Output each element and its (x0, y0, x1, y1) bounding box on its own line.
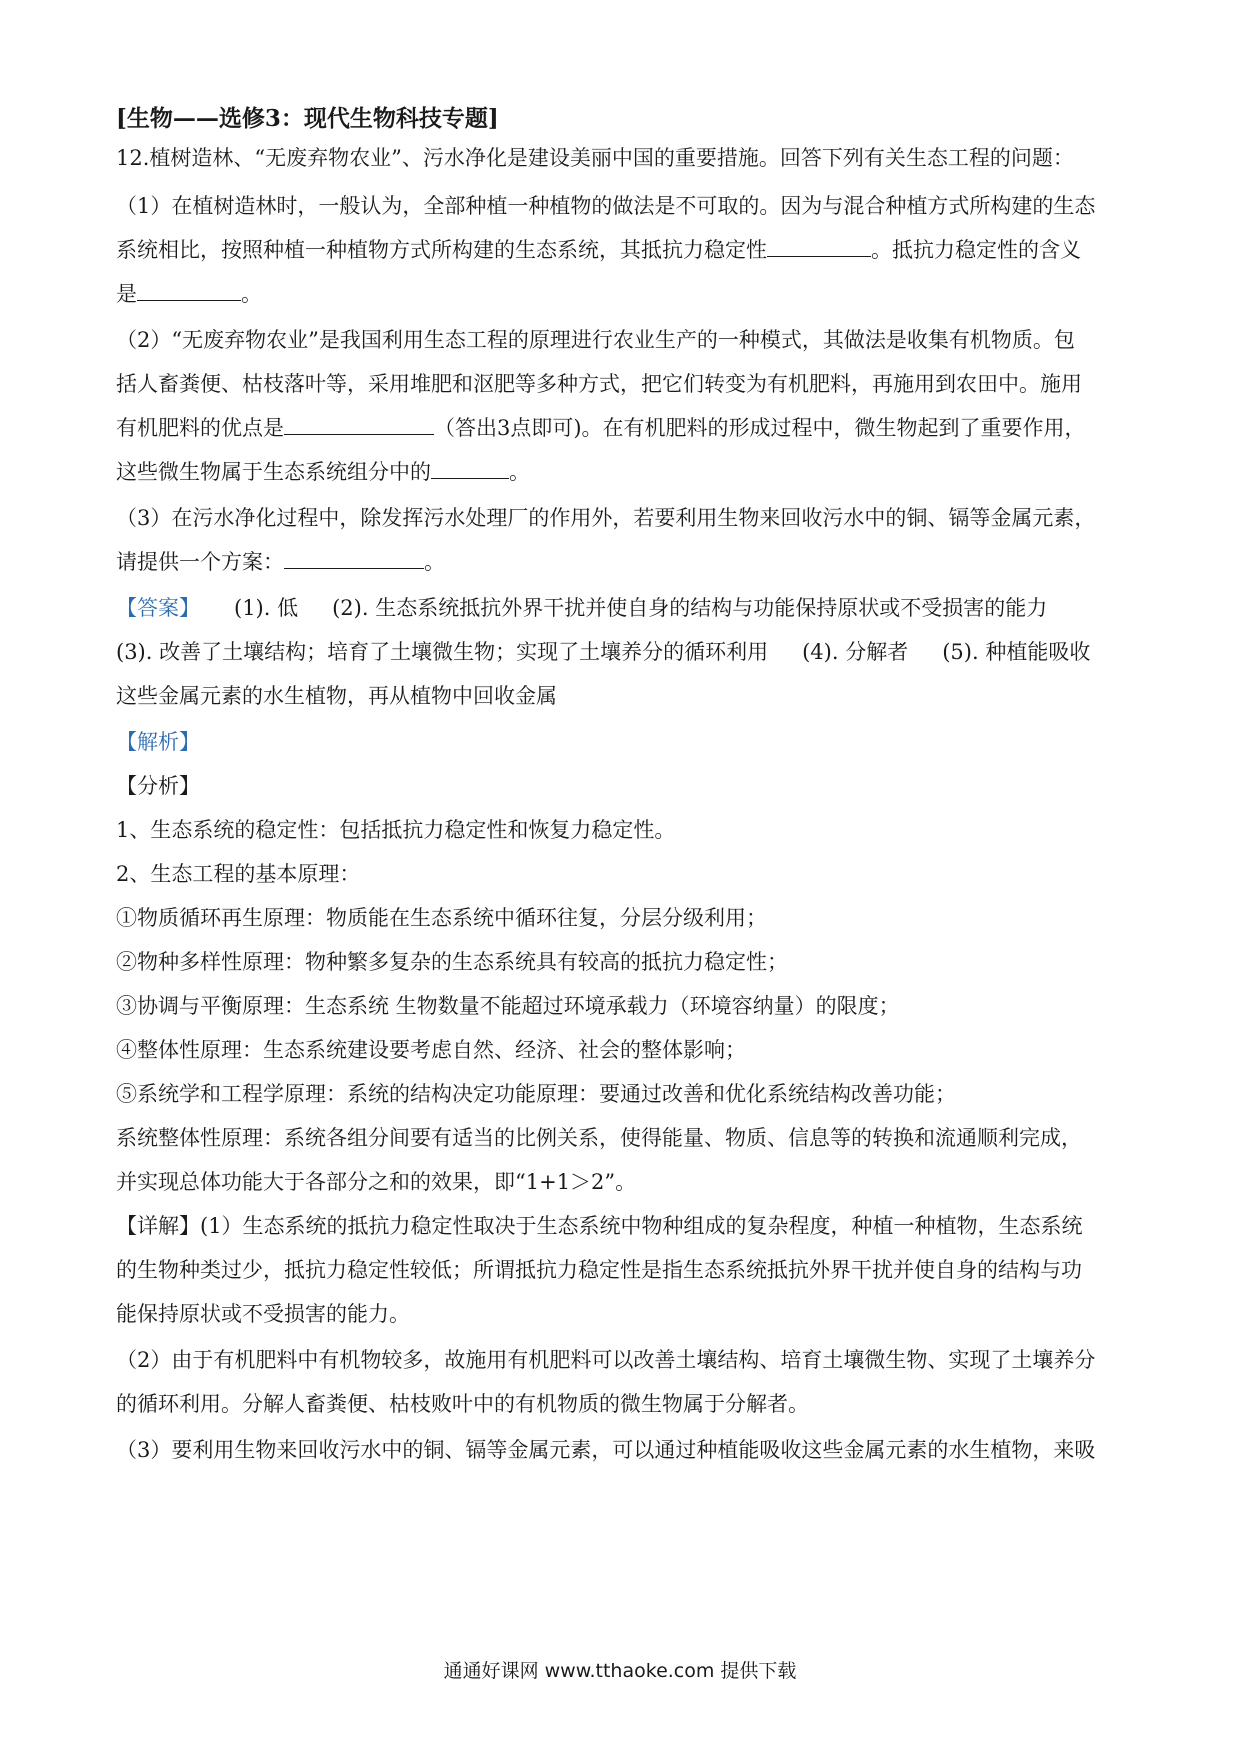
question-p1-line1: （1）在植树造林时，一般认为，全部种植一种植物的做法是不可取的。因为与混合种植方式所构建的生态 (116, 194, 1096, 218)
analysis-line1: 1、生态系统的稳定性：包括抵抗力稳定性和恢复力稳定性。 (116, 818, 676, 842)
answer-blank-1 (767, 238, 871, 257)
question-p2-line1: （2）“无废弃物农业”是我国利用生态工程的原理进行农业生产的一种模式，其做法是收集有机物质。包 (116, 328, 1075, 352)
question-p3-line2: 请提供一个方案： 。 (116, 550, 445, 574)
answer-blank-4 (431, 460, 509, 479)
analysis-line2: 2、生态工程的基本原理： (116, 862, 361, 886)
answer-1: (1). 低 (234, 596, 299, 620)
analysis-line7: ⑤系统学和工程学原理：系统的结构决定功能原理：要通过改善和优化系统结构改善功能； (116, 1082, 956, 1106)
detail-line2: 的生物种类过少，抵抗力稳定性较低；所谓抵抗力稳定性是指生态系统抵抗外界干扰并使自身的结构与功 (116, 1258, 1082, 1282)
answer-line2 (116, 636, 1090, 666)
detail-line4: （2）由于有机肥料中有机物较多，故施用有机肥料可以改善土壤结构、培育土壤微生物、实现了土壤养分 (116, 1348, 1096, 1372)
page-footer: 通通好课网 www.tthaoke.com 提供下载 (443, 1660, 797, 1682)
answer-line1 (116, 592, 1047, 622)
detail-line5: 的循环利用。分解人畜粪便、枯枝败叶中的有机物质的微生物属于分解者。 (116, 1392, 809, 1416)
detail-line1: 【详解】(1）生态系统的抵抗力稳定性取决于生态系统中物种组成的复杂程度，种植一种植物，生态系统 (116, 1214, 1083, 1238)
analysis-line3: ①物质循环再生原理：物质能在生态系统中循环往复，分层分级利用； (116, 906, 767, 930)
analysis-line6: ④整体性原理：生态系统建设要考虑自然、经济、社会的整体影响； (116, 1038, 746, 1062)
section-title: [生物——选修3：现代生物科技专题] (116, 105, 499, 132)
answer-blank-2 (137, 282, 241, 301)
answer-4: (4). 分解者 (802, 640, 909, 664)
answer-3: (3). 改善了土壤结构；培育了土壤微生物；实现了土壤养分的循环利用 (116, 640, 769, 664)
question-p3-line1: （3）在污水净化过程中，除发挥污水处理厂的作用外，若要利用生物来回收污水中的铜、镉等金属元素， (116, 506, 1096, 530)
analysis-line9: 并实现总体功能大于各部分之和的效果，即“1+1＞2”。 (116, 1170, 637, 1194)
detail-line6: （3）要利用生物来回收污水中的铜、镉等金属元素，可以通过种植能吸收这些金属元素的水生植物，来吸 (116, 1438, 1096, 1462)
analysis-line8: 系统整体性原理：系统各组分间要有适当的比例关系，使得能量、物质、信息等的转换和流通顺利完成， (116, 1126, 1082, 1150)
analysis-line4: ②物种多样性原理：物种繁多复杂的生态系统具有较高的抵抗力稳定性； (116, 950, 788, 974)
detail-line3: 能保持原状或不受损害的能力。 (116, 1302, 410, 1326)
detail-label: 【详解】 (116, 1214, 200, 1238)
answer-label: 【答案】 (116, 596, 200, 620)
answer-blank-3 (284, 416, 434, 435)
question-intro: 12.植树造林、“无废弃物农业”、污水净化是建设美丽中国的重要措施。回答下列有关生态工程的问题： (116, 146, 1074, 170)
answer-line3: 这些金属元素的水生植物，再从植物中回收金属 (116, 684, 557, 708)
question-p2-line3: 有机肥料的优点是 （答出3点即可)。在有机肥料的形成过程中，微生物起到了重要作用， (116, 416, 1086, 440)
answer-blank-5 (284, 550, 424, 569)
question-p2-line4: 这些微生物属于生态系统组分中的 。 (116, 460, 530, 484)
answer-5: (5). 种植能吸收 (942, 640, 1091, 664)
analysis-line5: ③协调与平衡原理：生态系统 生物数量不能超过环境承载力（环境容纳量）的限度； (116, 994, 900, 1018)
analysis-sub-label: 【分析】 (116, 774, 200, 798)
analysis-label: 【解析】 (116, 730, 200, 754)
answer-2: (2). 生态系统抵抗外界干扰并使自身的结构与功能保持原状或不受损害的能力 (332, 596, 1048, 620)
question-p1-line2: 系统相比，按照种植一种植物方式所构建的生态系统，其抵抗力稳定性 。抵抗力稳定性的含义 (116, 238, 1081, 262)
question-p2-line2: 括人畜粪便、枯枝落叶等，采用堆肥和沤肥等多种方式，把它们转变为有机肥料，再施用到农田中。施用 (116, 372, 1082, 396)
question-p1-line3: 是 。 (116, 282, 262, 306)
